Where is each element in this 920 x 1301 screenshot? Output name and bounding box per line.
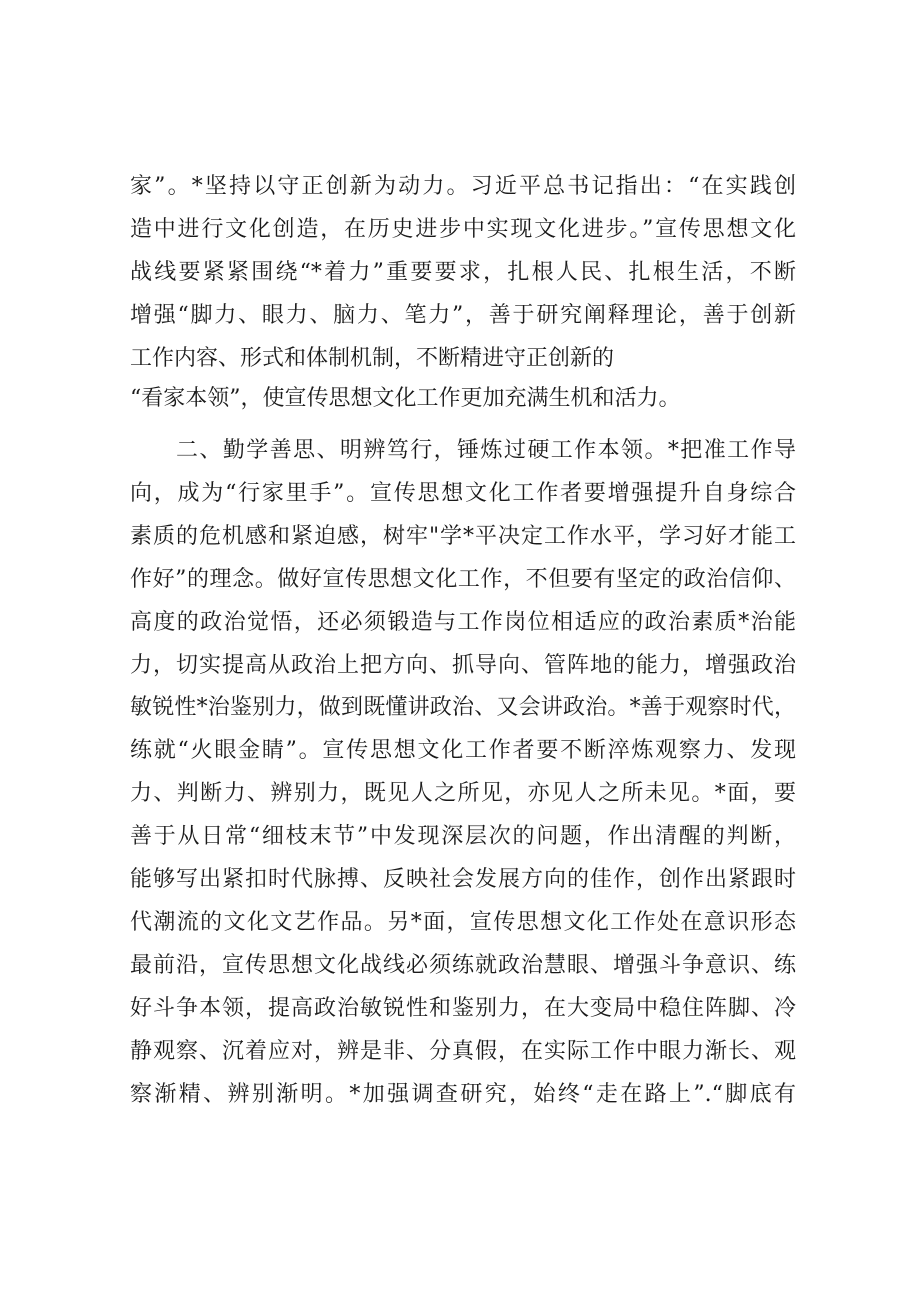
paragraph-line: 代潮流的文化文艺作品。另*面，宣传思想文化工作处在意识形态	[130, 910, 796, 935]
paragraph-first-line: 二、勤学善思、明辨笃行，锤炼过硬工作本领。*把准工作导	[176, 438, 796, 463]
paragraph-line: 向，成为“行家里手”。宣传思想文化工作者要增强提升自身综合	[130, 481, 796, 506]
paragraph-line: 高度的政治觉悟，还必须锻造与工作岗位相适应的政治素质*治能	[130, 610, 796, 635]
paragraph-line: 练就“火眼金睛”。宣传思想文化工作者要不断淬炼观察力、发现	[130, 738, 796, 763]
paragraph-line: 力，切实提高从政治上把方向、抓导向、管阵地的能力，增强政治	[130, 653, 796, 678]
paragraph-line: 最前沿，宣传思想文化战线必须练就政治慧眼、增强斗争意识、练	[130, 953, 796, 978]
paragraph-line: 家”。*坚持以守正创新为动力。习近平总书记指出：“在实践创	[130, 174, 796, 199]
paragraph-line: 好斗争本领，提高政治敏锐性和鉴别力，在大变局中稳住阵脚、冷	[130, 996, 796, 1021]
paragraph-line: 察渐精、辨别渐明。*加强调查研究，始终“走在路上”.“脚底有	[130, 1082, 796, 1107]
paragraph-line: 增强“脚力、眼力、脑力、笔力”，善于研究阐释理论，善于创新	[130, 303, 796, 328]
paragraph-line: 敏锐性*治鉴别力，做到既懂讲政治、又会讲政治。*善于观察时代，	[130, 695, 796, 720]
paragraph-line: 能够写出紧扣时代脉搏、反映社会发展方向的佳作，创作出紧跟时	[130, 867, 796, 892]
paragraph-line: 力、判断力、辨别力，既见人之所见，亦见人之所未见。*面，要	[130, 781, 796, 806]
paragraph-line: 作好”的理念。做好宣传思想文化工作，不但要有坚定的政治信仰、	[130, 567, 796, 592]
paragraph-line: 素质的危机感和紧迫感，树牢"学*平决定工作水平，学习好才能工	[130, 524, 796, 549]
paragraph-line: 善于从日常“细枝末节”中发现深层次的问题，作出清醒的判断，	[130, 824, 796, 849]
paragraph-line: 静观察、沉着应对，辨是非、分真假，在实际工作中眼力渐长、观	[130, 1039, 796, 1064]
paragraph-line: 工作内容、形式和体制机制，不断精进守正创新的	[130, 346, 615, 371]
paragraph-line: “看家本领”，使宣传思想文化工作更加充满生机和活力。	[130, 386, 681, 411]
paragraph-line: 战线要紧紧围绕“*着力”重要要求，扎根人民、扎根生活，不断	[130, 260, 796, 285]
paragraph-line: 造中进行文化创造，在历史进步中实现文化进步。”宣传思想文化	[130, 217, 796, 242]
